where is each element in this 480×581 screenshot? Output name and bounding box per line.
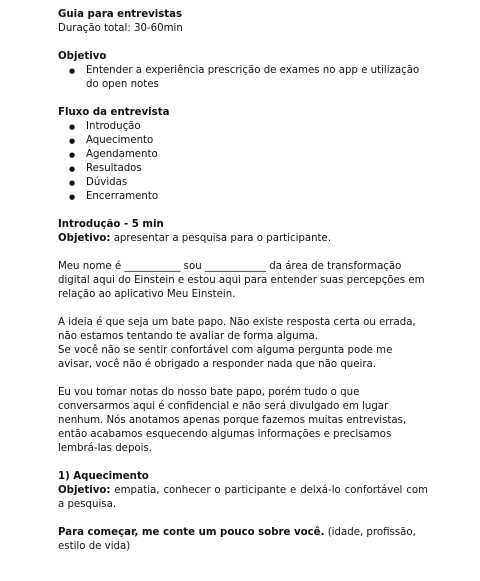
document-content (58, 8, 428, 554)
intro-paragraph-2b: Se você não se sentir confortável com alguma pergunta pode me avisar, você não é obrigado a responder nada que não queira. (58, 345, 393, 370)
warmup-question (58, 526, 428, 554)
objective-heading: Objetivo (58, 51, 107, 62)
question-bold: Para começar, me conte um pouco sobre você. (58, 527, 325, 538)
flow-list (58, 120, 428, 204)
list-item: ● Resultados (58, 162, 428, 176)
intro-objective (58, 232, 428, 246)
objective-text: apresentar a pesquisa para o participante. (113, 233, 332, 244)
intro-paragraph-3: Eu vou tomar notas do nosso bate papo, porém tudo o que conversarmos aqui é confidencial e não será divulgado em lugar nenhum. Nós anotamos apenas porque fazemos muitas entrevistas, então acabamos esquecendo algumas informações e precisamos lembrá-las depois. (58, 387, 407, 454)
intro-paragraph-1: Meu nome é ___________ sou ____________ da área de transformação digital aqui do Einstein e estou aqui para entender suas percepções em relação ao aplicativo Meu Einstein. (58, 261, 425, 300)
list-item: ● Dúvidas (58, 176, 428, 190)
objective-list (58, 64, 428, 92)
page-title: Guia para entrevistas (58, 9, 183, 20)
flow-heading: Fluxo da entrevista (58, 107, 170, 118)
list-item: ● Encerramento (58, 190, 428, 204)
objective-label: Objetivo: (58, 233, 111, 244)
intro-heading: Introdução - 5 min (58, 219, 164, 230)
list-item: ● Aquecimento (58, 134, 428, 148)
warmup-heading: 1) Aquecimento (58, 471, 149, 482)
intro-paragraph-2a: A ideia é que seja um bate papo. Não existe resposta certa ou errada, não estamos tentando te avaliar de forma alguma. (58, 317, 416, 342)
duration-text: Duração total: 30-60min (58, 23, 183, 34)
list-item: ● Introdução (58, 120, 428, 134)
objective-text: empatia, conhecer o participante e deixá-lo confortável com a pesquisa. (58, 485, 428, 510)
objective-label: Objetivo: (58, 485, 111, 496)
list-item: ● Entender a experiência prescrição de exames no app e utilização do open notes (58, 64, 428, 92)
question-note: (idade, profissão, estilo de vida) (58, 527, 416, 552)
warmup-objective (58, 484, 428, 512)
list-item: ● Agendamento (58, 148, 428, 162)
